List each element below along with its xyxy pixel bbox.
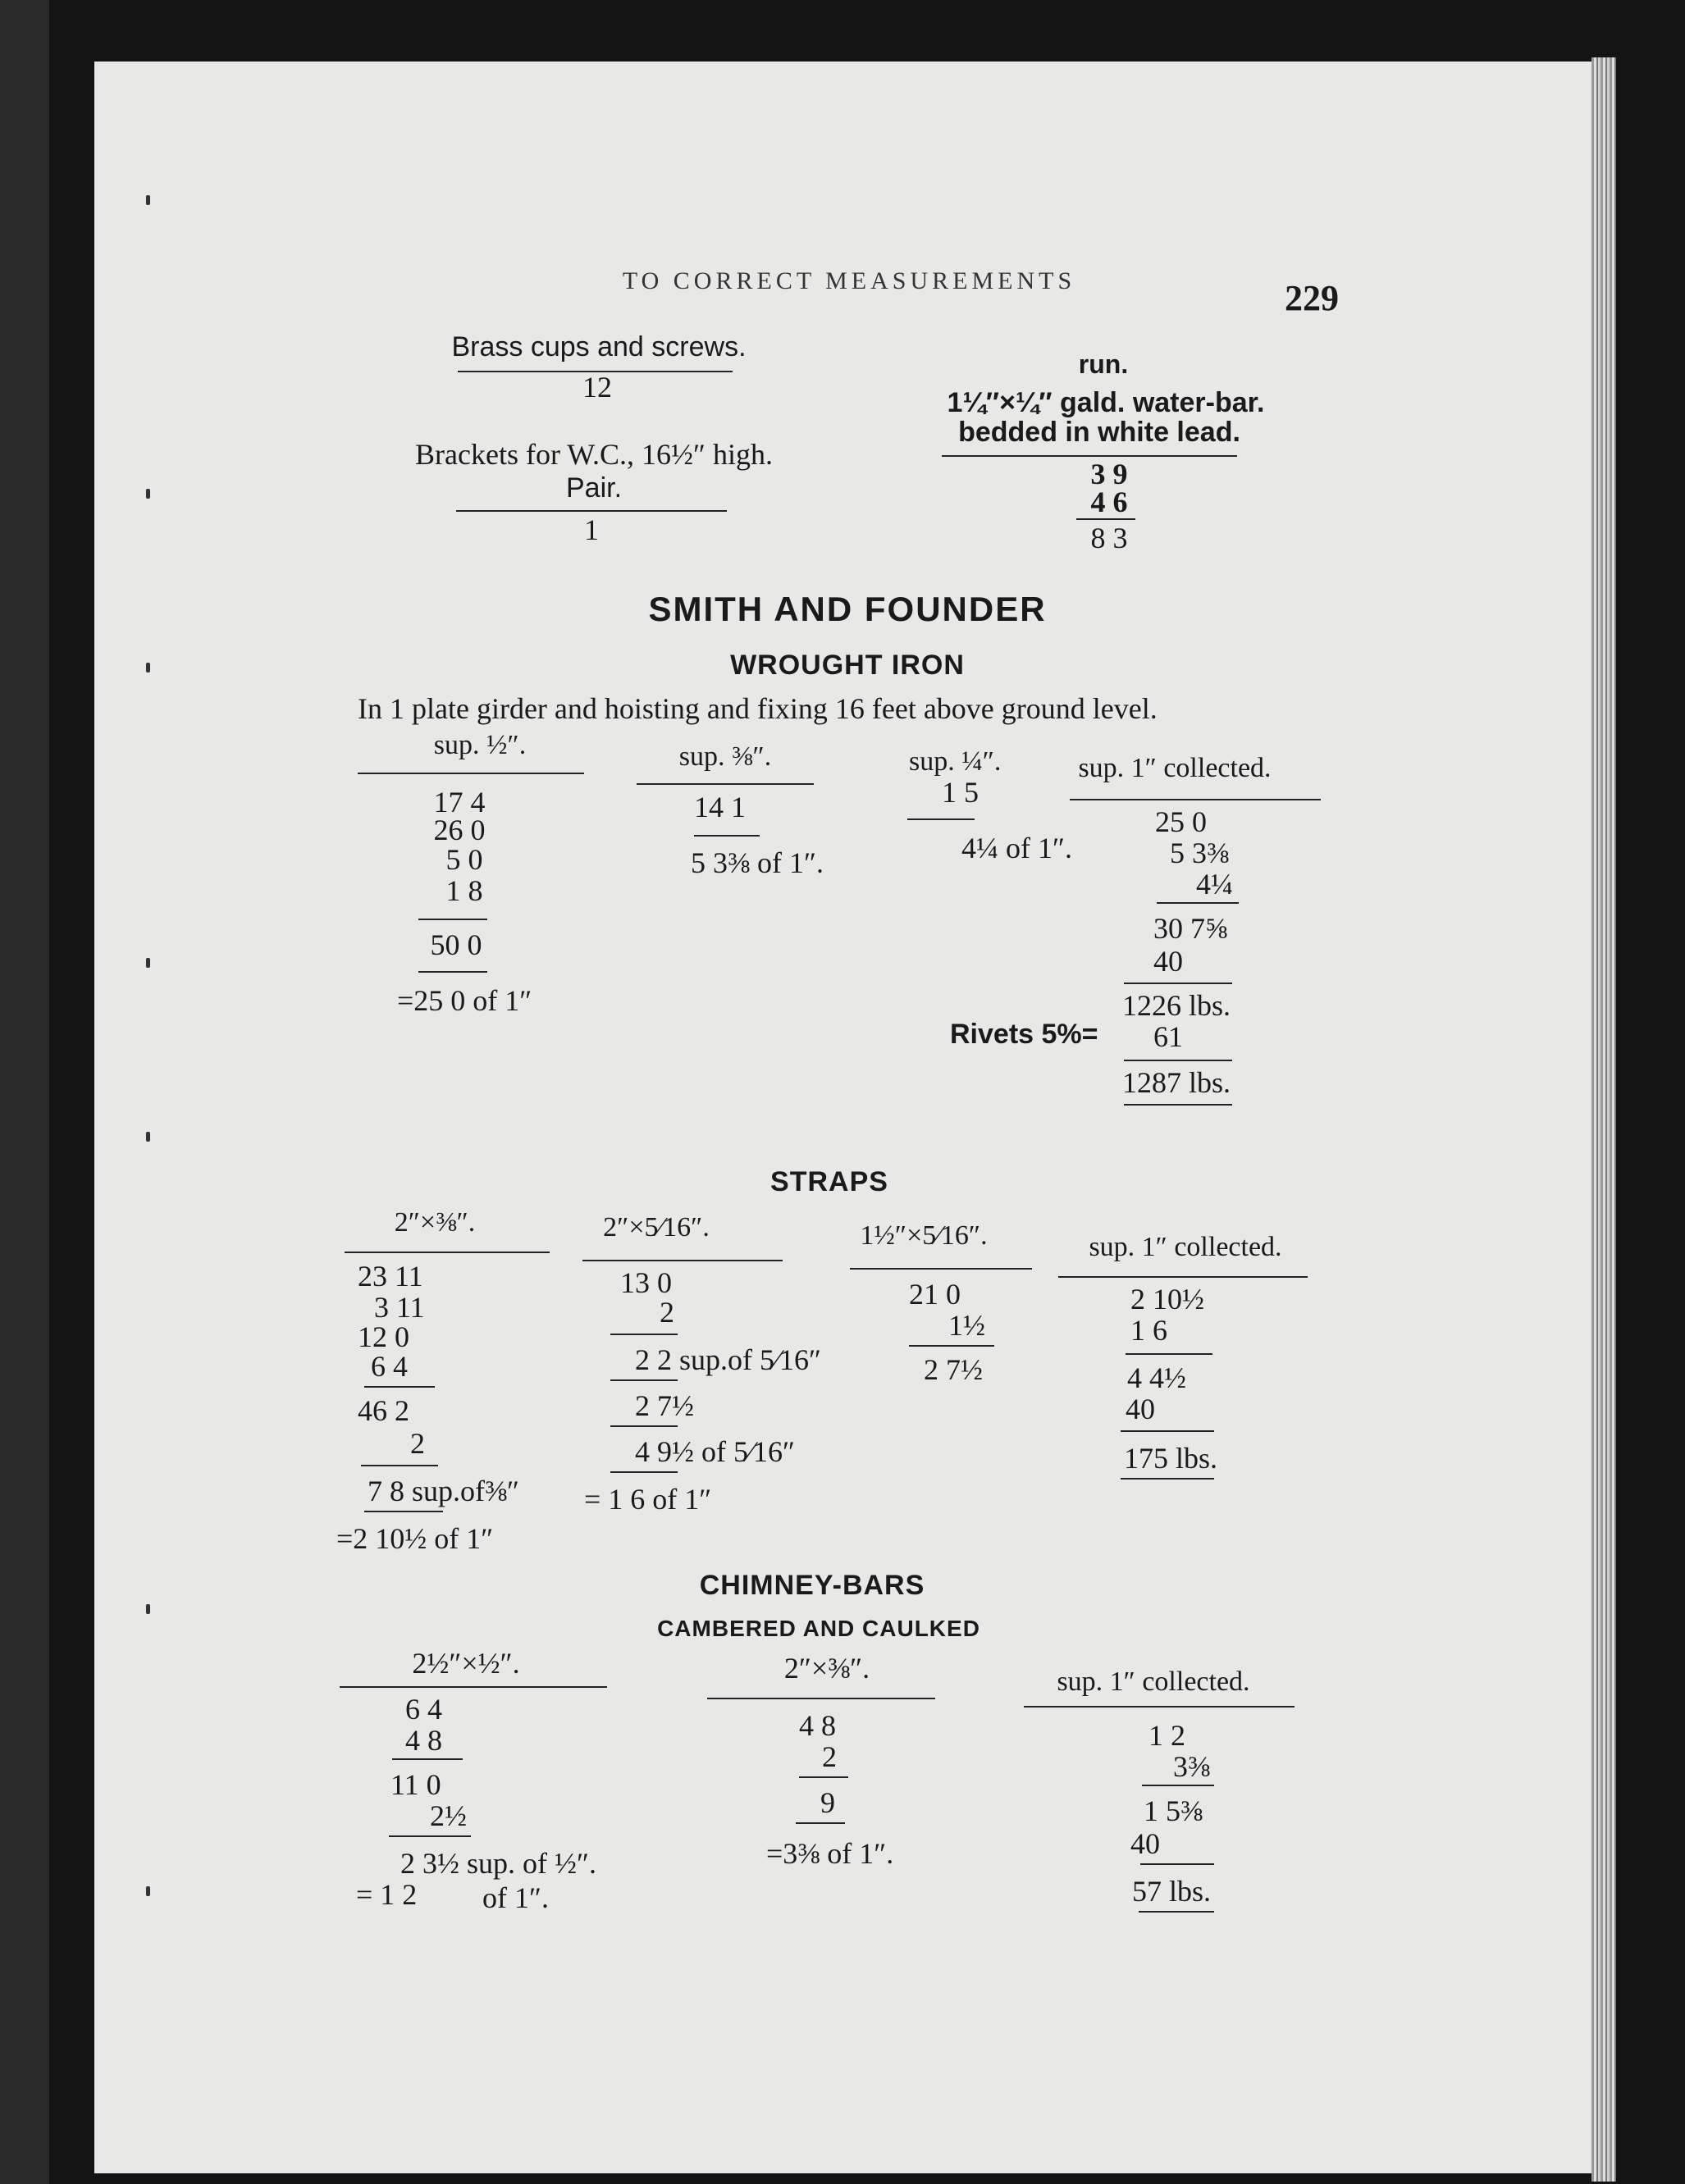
- value: 4¼ of 1″.: [961, 832, 1072, 864]
- rule: [1070, 799, 1321, 800]
- margin-mark: [146, 489, 150, 499]
- margin-mark: [146, 958, 150, 968]
- value: 17 4: [433, 786, 486, 818]
- column-head: 1½″×5⁄16″.: [860, 1220, 988, 1251]
- rule: [909, 1345, 994, 1347]
- column-head: sup. 1″ collected.: [1078, 753, 1272, 783]
- chimney-subtitle: CAMBERED AND CAULKED: [657, 1616, 980, 1641]
- rule: [610, 1334, 678, 1335]
- column-head: sup. 1″ collected.: [1089, 1232, 1282, 1262]
- value: 57 lbs.: [1132, 1875, 1212, 1908]
- column-head: sup. ½″.: [433, 730, 527, 760]
- margin-mark: [146, 1132, 150, 1142]
- value: 1 5: [942, 776, 979, 809]
- value: 175 lbs.: [1124, 1442, 1218, 1475]
- column-head: 2″×5⁄16″.: [603, 1212, 710, 1242]
- rule: [907, 818, 975, 820]
- value: 26 0: [433, 814, 486, 846]
- value: =25 0 of 1″: [397, 984, 532, 1017]
- brass-label: Brass cups and screws.: [451, 331, 747, 362]
- rule: [418, 919, 487, 920]
- page-number: 229: [1285, 278, 1339, 318]
- value: 4 8: [799, 1709, 836, 1742]
- column-head: sup. 1″ collected.: [1057, 1666, 1250, 1697]
- value: 2½: [430, 1799, 467, 1832]
- value: 1 5⅜: [1144, 1794, 1203, 1827]
- value: 2 3½ sup. of ½″.: [400, 1847, 596, 1880]
- value: 30 7⅝: [1153, 912, 1227, 945]
- margin-mark: [146, 195, 150, 205]
- value: 3⅜: [1173, 1750, 1210, 1783]
- value: 12 0: [358, 1320, 409, 1353]
- rule: [850, 1268, 1032, 1270]
- rule: [610, 1425, 678, 1427]
- value: 1 2: [1148, 1719, 1185, 1752]
- value: 1226 lbs.: [1122, 989, 1231, 1022]
- section-title: SMITH AND FOUNDER: [648, 590, 1047, 628]
- book-spine: [1591, 57, 1616, 2182]
- run-label: run.: [1078, 349, 1129, 379]
- rule: [389, 1835, 471, 1837]
- value: 6 4: [405, 1693, 442, 1726]
- rule: [694, 835, 760, 837]
- value: 13 0: [620, 1266, 672, 1299]
- value: 2 10½: [1130, 1283, 1204, 1315]
- bedded-label: bedded in white lead.: [958, 417, 1240, 448]
- rule: [1076, 518, 1135, 520]
- rule: [942, 455, 1237, 457]
- value: 2 7½: [635, 1389, 694, 1422]
- rule: [361, 1465, 438, 1466]
- rule: [392, 1758, 463, 1760]
- margin-mark: [146, 1604, 150, 1614]
- column-head: sup. ¼″.: [909, 746, 1002, 777]
- rule: [799, 1776, 848, 1778]
- rule: [364, 1511, 443, 1512]
- value: 3 9: [1090, 458, 1128, 490]
- value: =3⅜ of 1″.: [766, 1837, 894, 1870]
- value: 5 3⅜: [1170, 837, 1229, 869]
- value: 4 9½ of 5⁄16″: [635, 1435, 795, 1468]
- value: 1½: [948, 1309, 985, 1342]
- value: 40: [1130, 1827, 1160, 1860]
- value: 2: [410, 1427, 425, 1460]
- column-head: 2″×⅜″.: [783, 1652, 870, 1685]
- rule: [582, 1260, 783, 1261]
- running-header: TO CORRECT MEASUREMENTS: [622, 267, 1076, 294]
- value: 4¼: [1196, 868, 1233, 901]
- rule: [345, 1252, 550, 1253]
- value: 2 2 sup.of 5⁄16″: [635, 1343, 822, 1376]
- value: 14 1: [694, 791, 746, 823]
- rule: [1124, 1060, 1232, 1061]
- rule: [1142, 1785, 1214, 1786]
- value: 6 4: [371, 1350, 408, 1383]
- scan-left-edge: [0, 0, 49, 2184]
- rule: [456, 510, 727, 512]
- rule: [1157, 902, 1239, 904]
- rule: [1024, 1706, 1295, 1708]
- value: 5 3⅜ of 1″.: [691, 846, 824, 879]
- rule: [1140, 1863, 1214, 1865]
- value: 25 0: [1155, 805, 1207, 838]
- margin-mark: [146, 663, 150, 673]
- value: 61: [1153, 1020, 1183, 1053]
- value: 8 3: [1090, 522, 1128, 554]
- value: 2 7½: [924, 1353, 983, 1386]
- value: 46 2: [358, 1394, 409, 1427]
- value: 4 8: [405, 1724, 442, 1757]
- value: 3 11: [374, 1291, 425, 1324]
- chimney-title: CHIMNEY-BARS: [699, 1570, 925, 1601]
- value: 4 4½: [1127, 1361, 1186, 1394]
- value: 1287 lbs.: [1122, 1066, 1231, 1099]
- rule: [637, 783, 814, 785]
- value: = 1 2: [356, 1878, 418, 1911]
- rule: [1058, 1276, 1308, 1278]
- rule: [610, 1379, 678, 1381]
- value: of 1″.: [482, 1881, 549, 1914]
- rule: [1139, 1911, 1214, 1913]
- rule: [1124, 983, 1232, 984]
- value: 1 6: [1130, 1314, 1167, 1347]
- value: 11 0: [390, 1768, 441, 1801]
- column-head: 2½″×½″.: [412, 1647, 520, 1680]
- rule: [707, 1698, 935, 1699]
- margin-mark: [146, 1886, 150, 1896]
- rule: [1121, 1478, 1214, 1480]
- value: = 1 6 of 1″: [584, 1483, 712, 1516]
- column-head: sup. ⅜″.: [678, 741, 772, 772]
- value: 21 0: [909, 1278, 961, 1311]
- rule: [364, 1386, 435, 1388]
- value: 1 8: [445, 874, 483, 907]
- value: 9: [820, 1786, 835, 1819]
- rule: [1126, 1353, 1212, 1355]
- value: 4 6: [1090, 486, 1128, 518]
- value: 2: [660, 1296, 674, 1329]
- rule: [1124, 1104, 1232, 1106]
- water-bar-label: 1¼″×¼″ gald. water-bar.: [947, 387, 1265, 418]
- value: 40: [1126, 1393, 1155, 1425]
- rule: [796, 1822, 845, 1824]
- brackets-unit: Pair.: [565, 472, 623, 504]
- value: 2: [822, 1740, 837, 1773]
- value: 40: [1153, 945, 1183, 978]
- rivets-label: Rivets 5%=: [950, 1019, 1098, 1050]
- girder-intro: In 1 plate girder and hoisting and fixing 16 feet above ground level.: [358, 692, 1158, 725]
- value: 7 8 sup.of⅜″: [368, 1475, 519, 1507]
- rule: [418, 971, 487, 973]
- column-head: 2″×⅜″.: [394, 1207, 476, 1238]
- value: =2 10½ of 1″: [336, 1522, 494, 1555]
- value: 5 0: [445, 843, 483, 876]
- rule: [610, 1471, 678, 1473]
- brass-value: 12: [582, 371, 612, 404]
- rule: [1121, 1430, 1214, 1432]
- rule: [340, 1686, 607, 1688]
- section-subtitle: WROUGHT IRON: [730, 650, 965, 681]
- brackets-label: Brackets for W.C., 16½″ high.: [415, 438, 773, 471]
- straps-title: STRAPS: [770, 1166, 888, 1197]
- value: 50 0: [430, 928, 482, 961]
- brackets-value: 1: [584, 513, 599, 546]
- rule: [358, 773, 584, 774]
- value: 23 11: [358, 1260, 423, 1293]
